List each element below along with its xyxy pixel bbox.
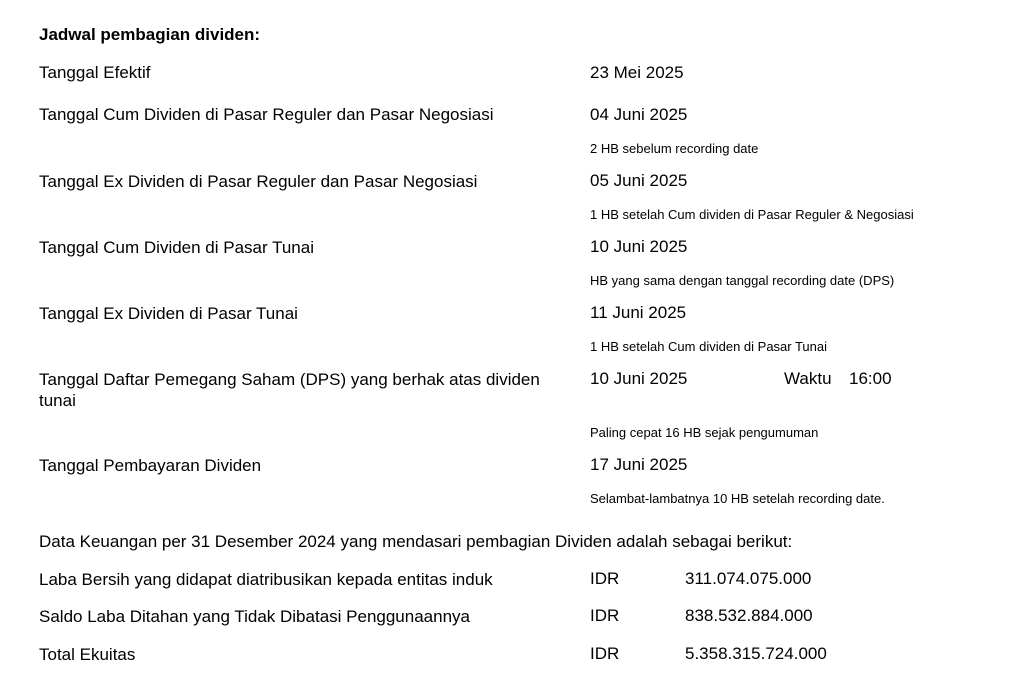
schedule-note-payment: Selambat-lambatnya 10 HB setelah recording date. [590,491,885,506]
financial-currency-net-profit: IDR [590,569,620,588]
schedule-date-dps: 10 Juni 2025 [590,369,688,388]
financial-label-total-equity: Total Ekuitas [39,645,136,664]
schedule-date-effective: 23 Mei 2025 [590,63,684,82]
schedule-note-dps: Paling cepat 16 HB sejak pengumuman [590,425,819,440]
schedule-label-effective: Tanggal Efektif [39,63,151,82]
schedule-time-value-dps: 16:00 [849,369,892,388]
financial-label-retained-earnings: Saldo Laba Ditahan yang Tidak Dibatasi Penggunaannya [39,607,470,626]
financial-currency-total-equity: IDR [590,644,620,663]
schedule-label-cum-cash: Tanggal Cum Dividen di Pasar Tunai [39,238,314,257]
financial-currency-retained-earnings: IDR [590,606,620,625]
financial-amount-total-equity: 5.358.315.724.000 [685,644,827,663]
schedule-date-ex-regular: 05 Juni 2025 [590,171,688,190]
schedule-label-payment: Tanggal Pembayaran Dividen [39,456,262,475]
schedule-time-label-dps: Waktu [784,369,832,388]
schedule-heading: Jadwal pembagian dividen: [39,25,261,44]
schedule-note-ex-cash: 1 HB setelah Cum dividen di Pasar Tunai [590,339,828,354]
schedule-date-cum-cash: 10 Juni 2025 [590,237,688,256]
schedule-date-cum-regular: 04 Juni 2025 [590,105,688,124]
schedule-note-cum-cash: HB yang sama dengan tanggal recording date (DPS) [590,273,895,288]
schedule-label-ex-cash: Tanggal Ex Dividen di Pasar Tunai [39,304,298,323]
schedule-note-cum-regular: 2 HB sebelum recording date [590,141,759,156]
financial-intro: Data Keuangan per 31 Desember 2024 yang mendasari pembagian Dividen adalah sebagai berikut: [39,532,793,551]
schedule-date-payment: 17 Juni 2025 [590,455,688,474]
schedule-note-ex-regular: 1 HB setelah Cum dividen di Pasar Reguler & Negosiasi [590,207,914,222]
financial-amount-net-profit: 311.074.075.000 [685,569,812,588]
financial-label-net-profit: Laba Bersih yang didapat diatribusikan kepada entitas induk [39,570,493,589]
financial-amount-retained-earnings: 838.532.884.000 [685,606,813,625]
schedule-label-ex-regular: Tanggal Ex Dividen di Pasar Reguler dan Pasar Negosiasi [39,172,478,191]
schedule-label-dps: Tanggal Daftar Pemegang Saham (DPS) yang berhak atas dividen tunai [39,370,540,410]
schedule-date-ex-cash: 11 Juni 2025 [590,303,687,322]
schedule-label-cum-regular: Tanggal Cum Dividen di Pasar Reguler dan Pasar Negosiasi [39,105,494,124]
